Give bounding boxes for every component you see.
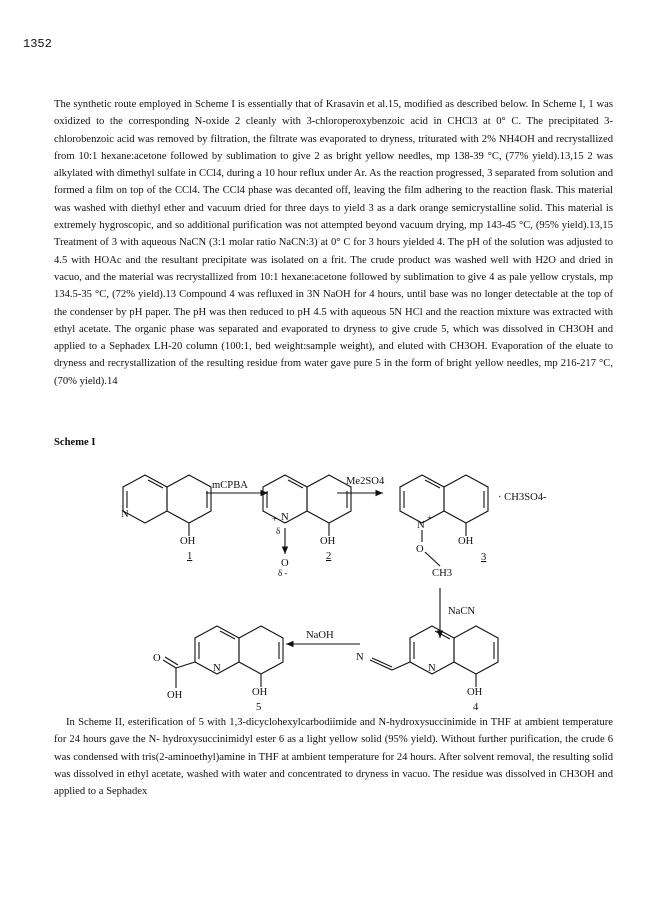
compound-label-1: 1 (187, 551, 193, 562)
compound-label-3: 3 (481, 552, 487, 563)
atom-n-5: N (213, 663, 221, 674)
oh-label-3: OH (458, 536, 474, 547)
atom-n-4: N (428, 663, 436, 674)
quinoline-1 (123, 475, 211, 536)
methylated-quinolinium-3 (400, 475, 488, 566)
atom-o-3: O (416, 544, 424, 555)
counterion-label: · CH3SO4- (498, 492, 547, 503)
delta-plus-2: δ (276, 526, 281, 536)
oh-acid-label-5: OH (167, 690, 183, 701)
compound-label-2: 2 (326, 551, 332, 562)
atom-n-2: N (281, 512, 289, 523)
reagent-me2so4: Me2SO4 (346, 476, 385, 487)
compound-label-4: 4 (473, 702, 479, 710)
atom-o-2: O (281, 558, 289, 569)
reagent-nacn: NaCN (448, 606, 476, 617)
atom-n-1: N (121, 509, 129, 520)
reaction-scheme (0, 448, 663, 710)
oh-label-1: OH (180, 536, 196, 547)
reagent-naoh: NaOH (306, 630, 334, 641)
oh-label-4: OH (467, 687, 483, 698)
ch3-label-3: CH3 (432, 568, 453, 579)
charge-plus-3: + (427, 513, 432, 522)
atom-n-3: N (417, 520, 425, 531)
paragraph-synthesis: The synthetic route employed in Scheme I is essentially that of Krasavin et al.15, modified as described below. In Scheme I, 1 was oxidized to the corresponding N-oxide 2 cleanly with 3-chloroperoxybenzoic acid in CHCl3 at 0° C. The precipitated 3- chlorobenzoic acid was removed by filtration, the filtrate was evaporated to dryness, triturated with 2% NH4OH and recrystallized from 10:1 hexane:acetone followed by sublimation to give 2 as bright yellow needles, mp 138-39 °C, (77% yield).13,15 2 was alkylated with dimethyl sulfate in CCl4, during a 10 hour reflux under Ar. As the reaction progressed, 3 separated from solution and formed a film on top of the CCl4. The CCl4 phase was decanted off, leaving the film adhering to the reaction flask. This material was washed with diethyl ether and vacuum dried for three days to yield 3 as a dark orange semicrystalline solid. This material is extremely hygroscopic, and so additional purification was not attempted beyond vacuum drying, mp 143-45 °C, (95% yield).13,15 Treatment of 3 with aqueous NaCN (3:1 molar ratio NaCN:3) at 0° C for 3 hours yielded 4. The pH of the solution was adjusted to 4.5 with HOAc and the resultant precipitate was isolated on a frit. The crude product was washed well with H2O and dried in vacuo, and the material was recrystallized from 10:1 hexane:acetone followed by sublimation to give 4 as pale yellow crystals, mp 134.5-35 °C, (72% yield).13 Compound 4 was refluxed in 3N NaOH for 4 hours, until base was no longer detectable at the top of the condenser by pH paper. The pH was then reduced to pH 4.5 with aqueous 5N HCl and the reaction mixture was extracted with ethyl acetate. The organic phase was separated and evaporated to dryness to give crude 5, which was dissolved in CH3OH and applied to a Sephadex LH-20 column (100:1, bed weight:sample weight), and eluted with CH3OH. Evaporation of the eluate to dryness and recrystallization of the resulting residue from water gave pure 5 in the form of bright yellow needles, mp 216-217 °C, (70% yield).14 (54, 99, 613, 387)
page-number: 1352 (23, 37, 52, 51)
atom-o-carbonyl-5: O (153, 653, 161, 664)
oh-label-2: OH (320, 536, 336, 547)
quinoline-carboxylic-acid-5 (163, 626, 283, 688)
compound-label-5: 5 (256, 702, 262, 710)
reagent-mcpba: mCPBA (212, 480, 248, 491)
scheme-label: Scheme I (54, 437, 96, 448)
oh-label-5: OH (252, 687, 268, 698)
cyano-quinoline-4 (370, 626, 498, 687)
paragraph-scheme-ii: In Scheme II, esterification of 5 with 1,3-dicyclohexylcarbodiimide and N-hydroxysuccinimide in THF at ambient temperature for 24 hours gave the N- hydroxysuccinimidyl ester 6 as a light yellow solid (95% yield). Without further purification, the crude 6 was condensed with tris(2-aminoethyl)amine in THF at ambient temperature for 24 hours. After solvent removal, the resulting solid was dissolved in ethyl acetate, washed with water and concentrated to dryness in vacuo. The residue was dissolved in CH3OH and applied to a Sephadex (54, 717, 613, 798)
charge-plus-2: + (272, 514, 278, 524)
atom-n-nitrile-4: N (356, 652, 364, 663)
delta-minus-2: δ - (278, 568, 288, 578)
